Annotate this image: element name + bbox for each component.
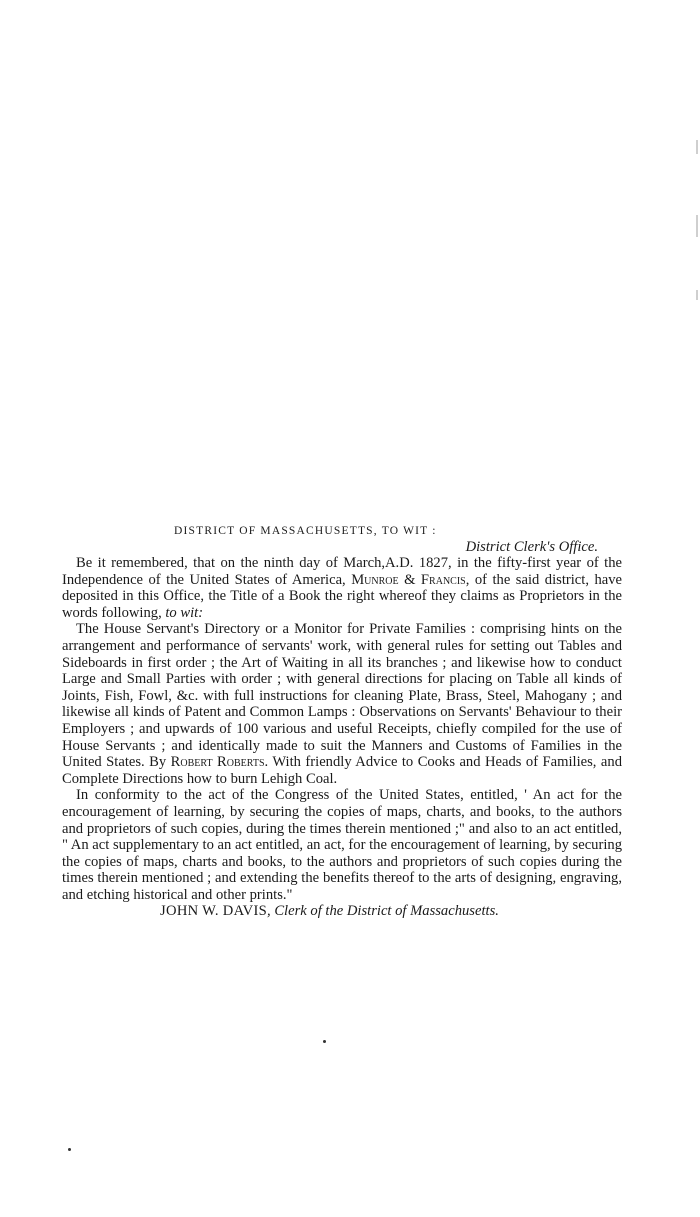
book-title-text-a: The House Servant's Directory or a Monitor for Private Families : comprising hints on the arrangement and performance of servants' work, with general rules for setting out Tables and Sideboards in first order ; the Art of Waiting in all its branches ; and likewise how to conduct Large and Small Parties with order ; with general directions for placing on Table all kinds of Joints, Fish, Fowl, &c. with full instructions for cleaning Plate, Brass, Steel, Mahogany ; and likewise all kinds of Patent and Common Lamps : Observations on Servants' Behaviour to their Employers ; and upwards of 100 various and useful Receipts, chiefly compiled for the use of House Servants ; and identically made to suit the Manners and Customs of Families in the United States. By bbox=[62, 621, 622, 771]
deposit-paragraph bbox=[62, 555, 622, 621]
clerk-title: , Clerk of the District of Massachusetts. bbox=[267, 903, 499, 920]
clerk-signature bbox=[62, 903, 622, 920]
publisher-names: Munroe & Francis bbox=[351, 571, 466, 588]
copyright-notice bbox=[62, 524, 622, 920]
clerk-name: JOHN W. DAVIS bbox=[160, 903, 268, 920]
to-wit: to wit: bbox=[165, 604, 204, 621]
ink-speck bbox=[323, 1040, 326, 1043]
page-edge-mark bbox=[696, 215, 698, 237]
clerk-office-line: District Clerk's Office. bbox=[465, 539, 598, 555]
page-edge-mark bbox=[696, 140, 698, 154]
deposit-text-a: Be it remembered, that on the ninth day of March,A.D. 1827, in the fifty-first year of the Independence of the United States of America, bbox=[62, 555, 622, 588]
author-name: Robert Roberts bbox=[170, 754, 265, 771]
district-heading: DISTRICT OF MASSACHUSETTS, TO WIT : bbox=[174, 525, 437, 537]
deposit-text-b: , of the said district, have deposited in this Office, the Title of a Book the right whereof they claims as Proprietors in the words following, bbox=[62, 571, 623, 621]
page-edge-mark bbox=[696, 290, 698, 300]
book-title-text-b: . With friendly Advice to Cooks and Heads of Families, and Complete Directions how to burn Lehigh Coal. bbox=[62, 754, 622, 787]
book-title-paragraph bbox=[62, 621, 622, 787]
ink-speck bbox=[68, 1148, 71, 1151]
conformity-paragraph: In conformity to the act of the Congress of the United States, entitled, ' An act for the encouragement of learning, by securing the copies of maps, charts, and books, to the authors and proprietors of such copies, during the times therein mentioned ;" and also to an act entitled, " An act supplementary to an act entitled, an act, for the encouragement of learning, by securing the copies of maps, charts and books, to the authors and proprietors of such copies during the times therein mentioned ; and extending the benefits thereof to the arts of designing, engraving, and etching historical and other prints." bbox=[62, 787, 622, 903]
